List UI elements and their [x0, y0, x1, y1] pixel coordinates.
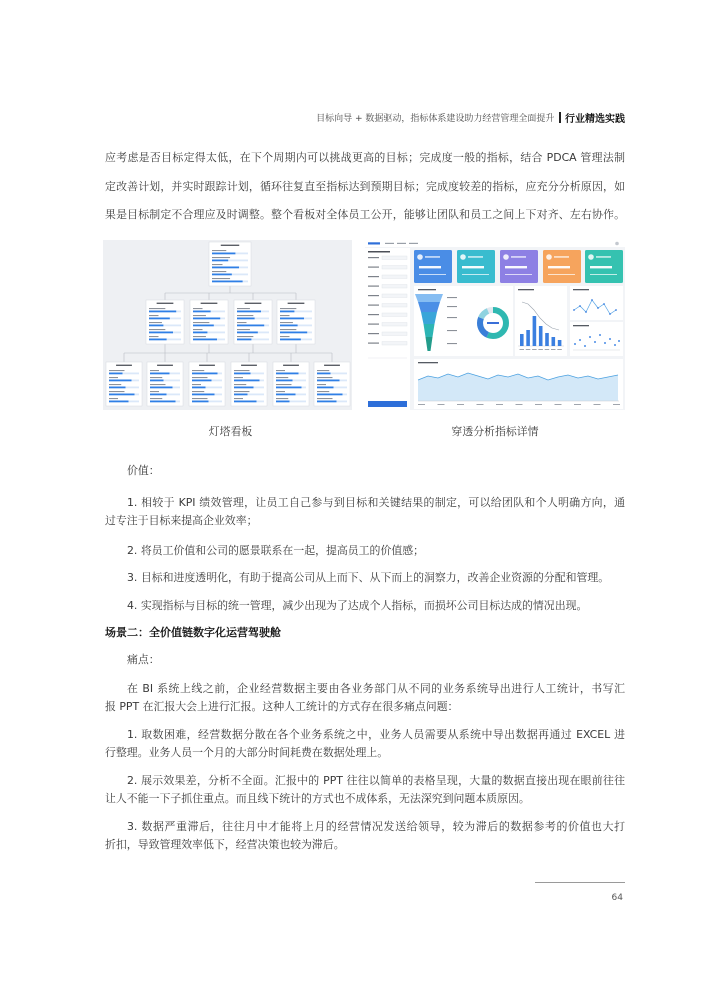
area-chart-panel: [414, 359, 623, 409]
filter-label-text: [368, 257, 379, 258]
progress-fill: [280, 318, 304, 320]
key-result-label: [150, 370, 159, 371]
key-result-label: [276, 377, 288, 378]
filter-label-text: [368, 286, 379, 287]
x-tick-label: [438, 404, 445, 405]
kpi-icon: [503, 254, 509, 260]
area-fill: [418, 373, 618, 401]
progress-fill: [149, 318, 170, 320]
node-title-text: [288, 303, 305, 304]
kpi-name-text: [468, 256, 483, 257]
progress-fill: [192, 401, 209, 403]
member-objective-card: [231, 362, 267, 406]
progress-fill: [212, 260, 228, 262]
trend-point: [585, 311, 587, 313]
progress-fill: [212, 274, 232, 276]
right-figure-caption: 穿透分析指标详情: [451, 425, 539, 438]
progress-fill: [317, 380, 340, 382]
bar: [533, 316, 537, 346]
funnel-stage-label: [447, 297, 457, 298]
left-figure-caption: 灯塔看板: [208, 425, 253, 438]
team-objective-card: [277, 300, 315, 344]
progress-fill: [192, 387, 206, 389]
kpi-value-text: [548, 266, 570, 268]
node-title-text: [199, 365, 215, 366]
kpi-icon: [546, 254, 552, 260]
intro-line: 应考虑是否目标定得太低，在下个周期内可以挑战更高的目标；完成度一般的指标，结合 PDCA 管理法制: [105, 151, 625, 164]
bar: [545, 333, 549, 346]
key-result-label: [149, 322, 162, 323]
funnel-donut-panel: [414, 286, 513, 356]
key-result-label: [150, 391, 159, 392]
progress-fill: [276, 380, 293, 382]
trend-point: [615, 309, 617, 311]
scatter-point: [618, 340, 620, 342]
kpi-name-text: [511, 256, 526, 257]
team-objective-card: [146, 300, 184, 344]
key-result-label: [192, 370, 204, 371]
progress-fill: [109, 401, 129, 403]
scenario-intro-line: 在 BI 系统上线之前，企业经营数据主要由各业务部门从不同的业务系统导出进行人工统计，书写汇: [127, 682, 625, 695]
key-result-label: [276, 370, 285, 371]
panel-title-text: [518, 289, 534, 290]
progress-fill: [150, 387, 173, 389]
filter-label-text: [368, 314, 379, 315]
x-tick-label: [545, 349, 550, 350]
kpi-card: [457, 250, 495, 283]
logo-mark: [368, 242, 380, 244]
intro-line: 定改善计划，并实时跟踪计划，循环往复直至指标达到预期目标；完成度较差的指标，应充分分析原因，如: [105, 180, 625, 193]
key-result-label: [237, 315, 253, 316]
kpi-value-text: [419, 266, 441, 268]
scenario-two-title: 场景二：全价值链数字化运营驾驶舱: [105, 626, 281, 639]
key-result-label: [212, 264, 223, 265]
key-result-label: [150, 398, 162, 399]
progress-fill: [192, 373, 218, 375]
progress-fill: [193, 311, 211, 313]
key-result-label: [234, 377, 243, 378]
trend-point: [609, 313, 611, 315]
intro-line: 果是目标制定不合理应及时调整。整个看板对全体员工公开，能够让团队和员工之间上下对齐、左右协作。: [105, 208, 625, 221]
progress-fill: [276, 394, 296, 396]
progress-fill: [234, 394, 248, 396]
filter-input-box: [382, 294, 407, 298]
pain-point-3-line: 折扣，导致管理效率低下，经营决策也较为滞后。: [105, 838, 345, 851]
progress-fill: [109, 373, 123, 375]
progress-fill: [149, 311, 176, 313]
kpi-card: [585, 250, 623, 283]
key-result-label: [109, 384, 121, 385]
page-number: 64: [611, 893, 623, 903]
x-tick-label: [594, 404, 601, 405]
bar-chart-panel: [515, 286, 567, 356]
progress-fill: [280, 311, 294, 313]
member-objective-card: [147, 362, 183, 406]
value-item-2: 2. 将员工价值和公司的愿景联系在一起，提高员工的价值感；: [127, 544, 425, 557]
key-result-label: [149, 336, 159, 337]
value-item-1-line: 过专注于目标来提高企业效率；: [105, 514, 258, 527]
filter-input-box: [382, 332, 407, 336]
x-tick-label: [516, 404, 523, 405]
key-result-label: [280, 322, 293, 323]
key-result-label: [234, 391, 249, 392]
okr-tree-diagram: [103, 240, 352, 410]
progress-fill: [193, 325, 214, 327]
key-result-label: [192, 377, 207, 378]
key-result-label: [193, 329, 203, 330]
progress-fill: [237, 332, 258, 334]
key-result-label: [317, 398, 332, 399]
trend-point: [603, 303, 605, 305]
filter-label-text: [368, 276, 379, 277]
progress-fill: [109, 394, 135, 396]
key-result-label: [149, 329, 165, 330]
x-tick-label: [613, 404, 620, 405]
scatter-point: [609, 338, 611, 340]
running-title: 目标向导 + 数据驱动，指标体系建设助力经营管理全面提升: [316, 113, 555, 124]
panel-title-text: [573, 289, 589, 290]
progress-fill: [317, 394, 343, 396]
team-objective-card: [190, 300, 228, 344]
progress-fill: [280, 332, 307, 334]
key-result-label: [276, 384, 291, 385]
trend-point: [597, 307, 599, 309]
key-result-label: [193, 322, 209, 323]
kpi-name-text: [596, 256, 611, 257]
progress-fill: [193, 332, 207, 334]
root-objective-card: [209, 242, 251, 286]
funnel-stage: [415, 294, 443, 302]
progress-fill: [317, 373, 331, 375]
node-title-text: [157, 303, 174, 304]
x-tick-label: [574, 404, 581, 405]
node-title-text: [324, 365, 340, 366]
progress-fill: [234, 387, 254, 389]
progress-fill: [237, 311, 261, 313]
x-tick-label: [526, 349, 531, 350]
key-result-label: [109, 398, 118, 399]
progress-fill: [212, 267, 239, 269]
progress-fill: [234, 373, 251, 375]
footer-rule: [535, 882, 625, 883]
value-item-1-line: 1. 相较于 KPI 绩效管理，让员工自己参与到目标和关键结果的制定，可以给团队和个人明确方向，通: [127, 496, 625, 509]
key-result-label: [212, 271, 226, 272]
kpi-icon: [417, 254, 423, 260]
progress-fill: [192, 380, 212, 382]
x-tick-label: [535, 404, 542, 405]
key-result-label: [149, 308, 165, 309]
key-result-label: [280, 315, 290, 316]
kpi-compare-text: [419, 274, 446, 275]
progress-fill: [150, 394, 167, 396]
progress-fill: [149, 332, 173, 334]
key-result-label: [276, 391, 285, 392]
key-result-label: [193, 315, 206, 316]
key-result-label: [276, 398, 288, 399]
kpi-name-text: [425, 256, 440, 257]
x-tick-label: [457, 404, 464, 405]
pain-point-2-line: 让人不能一下子抓住重点。而且线下统计的方式也不成体系，无法深究到问题本质原因。: [105, 792, 530, 805]
member-objective-card: [273, 362, 309, 406]
section-label: 行业精选实践: [565, 113, 625, 125]
funnel-stage: [421, 312, 437, 324]
node-title-text: [157, 365, 173, 366]
kpi-compare-text: [505, 274, 532, 275]
kpi-icon: [460, 254, 466, 260]
node-title-text: [221, 245, 239, 246]
dashboard-topbar: [365, 240, 625, 247]
kpi-value-text: [590, 266, 612, 268]
key-result-label: [192, 391, 204, 392]
funnel-stage-label: [447, 343, 457, 344]
node-title-text: [241, 365, 257, 366]
progress-fill: [237, 325, 264, 327]
progress-fill: [212, 281, 243, 283]
progress-fill: [212, 253, 235, 255]
topbar-menu-text: [397, 243, 406, 244]
key-result-label: [234, 384, 246, 385]
kpi-card: [543, 250, 581, 283]
member-objective-card: [314, 362, 350, 406]
sidebar-title-text: [368, 251, 390, 253]
member-objective-card: [189, 362, 225, 406]
filter-input-box: [382, 266, 407, 270]
topbar-menu-text: [409, 243, 418, 244]
scatter-point: [589, 336, 591, 338]
progress-fill: [192, 394, 215, 396]
filter-input-box: [382, 323, 407, 327]
filter-input-box: [382, 342, 407, 346]
panel-title-text: [418, 362, 438, 363]
x-tick-label: [496, 404, 503, 405]
progress-fill: [109, 380, 132, 382]
filter-label-text: [368, 343, 379, 344]
member-objective-card: [106, 362, 142, 406]
sidebar-query-button: [368, 401, 407, 407]
user-avatar-icon: [615, 242, 619, 246]
scatter-point: [594, 341, 596, 343]
key-result-label: [237, 308, 250, 309]
analysis-dashboard: [365, 240, 625, 410]
key-result-label: [234, 398, 243, 399]
bar: [520, 334, 524, 346]
funnel-stage: [418, 302, 440, 312]
progress-fill: [280, 325, 298, 327]
filter-label-text: [368, 295, 379, 296]
scatter-point: [599, 334, 601, 336]
scatter-point: [584, 345, 586, 347]
trend-point: [591, 299, 593, 301]
node-title-text: [283, 365, 299, 366]
key-result-label: [149, 315, 159, 316]
running-header: [316, 110, 625, 124]
progress-fill: [150, 380, 164, 382]
panel-background: [570, 286, 623, 320]
key-result-label: [192, 398, 207, 399]
topbar-menu-text: [385, 243, 394, 244]
funnel-stage-label: [447, 330, 457, 331]
progress-fill: [193, 339, 217, 341]
filter-label-text: [368, 333, 379, 334]
progress-fill: [276, 387, 302, 389]
kpi-card: [500, 250, 538, 283]
sidebar-background: [365, 248, 410, 410]
funnel-stage-label: [447, 317, 457, 318]
header-separator: [559, 112, 561, 123]
funnel-stage-label: [447, 306, 457, 307]
key-result-label: [109, 377, 118, 378]
key-result-label: [317, 377, 332, 378]
key-result-label: [212, 278, 230, 279]
filter-input-box: [382, 275, 407, 279]
donut-center-text: [487, 322, 499, 324]
key-result-label: [317, 370, 329, 371]
key-result-label: [280, 308, 296, 309]
progress-fill: [237, 339, 251, 341]
bar: [558, 340, 562, 346]
key-result-label: [237, 329, 250, 330]
filter-input-box: [382, 313, 407, 317]
node-title-text: [201, 303, 218, 304]
filter-input-box: [382, 285, 407, 289]
bar: [552, 337, 556, 346]
progress-fill: [280, 339, 301, 341]
x-tick-label: [477, 404, 484, 405]
bar: [539, 326, 543, 346]
team-objective-card: [234, 300, 272, 344]
drilldown-dashboard-image: [365, 240, 625, 410]
key-result-label: [280, 329, 296, 330]
key-result-label: [193, 336, 206, 337]
progress-fill: [317, 387, 334, 389]
x-tick-label: [538, 349, 543, 350]
progress-fill: [237, 318, 255, 320]
progress-fill: [234, 380, 260, 382]
trend-point: [579, 305, 581, 307]
filter-label-text: [368, 324, 379, 325]
node-title-text: [245, 303, 262, 304]
x-tick-label: [557, 349, 562, 350]
panel-title-text: [573, 325, 589, 326]
x-tick-label: [418, 404, 425, 405]
key-result-label: [109, 370, 124, 371]
key-result-label: [150, 377, 162, 378]
lighthouse-board-image: [103, 240, 352, 410]
value-item-3: 3. 目标和进度透明化，有助于提高公司从上而下、从下而上的洞察力，改善企业资源的分配和管理。: [127, 571, 610, 584]
scatter-point: [579, 339, 581, 341]
kpi-name-text: [554, 256, 569, 257]
progress-fill: [150, 373, 170, 375]
key-result-label: [192, 384, 201, 385]
key-result-label: [234, 370, 249, 371]
trend-point: [573, 309, 575, 311]
progress-fill: [276, 373, 299, 375]
kpi-compare-text: [548, 274, 575, 275]
key-result-label: [150, 384, 165, 385]
scenario-intro-line: 报 PPT 在汇报大会上进行汇报。这种人工统计的方式存在很多痛点问题：: [105, 700, 459, 713]
pain-point-3-line: 3. 数据严重滞后，往往月中才能将上月的经营情况发送给领导，较为滞后的数据参考的价值也大打: [127, 820, 625, 833]
kpi-card: [414, 250, 452, 283]
progress-fill: [234, 401, 257, 403]
pain-points-heading: 痛点：: [127, 653, 160, 666]
progress-fill: [193, 318, 220, 320]
progress-fill: [149, 339, 167, 341]
progress-fill: [149, 325, 163, 327]
value-heading: 价值：: [127, 464, 160, 477]
x-tick-label: [532, 349, 537, 350]
filter-label-text: [368, 267, 379, 268]
scatter-point: [574, 343, 576, 345]
kpi-value-text: [462, 266, 484, 268]
pain-point-2-line: 2. 展示效果差，分析不全面。汇报中的 PPT 往往以简单的表格呈现，大量的数据直接出现在眼前往往: [127, 774, 625, 787]
key-result-label: [109, 391, 124, 392]
key-result-label: [212, 257, 230, 258]
progress-fill: [276, 401, 290, 403]
progress-fill: [109, 387, 126, 389]
x-tick-label: [520, 349, 525, 350]
x-tick-label: [555, 404, 562, 405]
kpi-compare-text: [590, 274, 617, 275]
key-result-label: [212, 250, 226, 251]
key-result-label: [317, 391, 329, 392]
filter-input-box: [382, 304, 407, 308]
pain-point-1-line: 行整理。业务人员一个月的大部分时间耗费在数据处理上。: [105, 746, 389, 759]
progress-fill: [150, 401, 176, 403]
kpi-compare-text: [462, 274, 489, 275]
x-tick-label: [551, 349, 556, 350]
key-result-label: [317, 384, 326, 385]
kpi-value-text: [505, 266, 527, 268]
node-title-text: [116, 365, 132, 366]
panel-background: [570, 322, 623, 356]
bar: [526, 330, 530, 346]
filter-label-text: [368, 305, 379, 306]
pain-point-1-line: 1. 取数困难，经营数据分散在各个业务系统之中，业务人员需要从系统中导出数据再通过 EXCEL 进: [127, 728, 625, 741]
kpi-icon: [588, 254, 594, 260]
progress-fill: [317, 401, 337, 403]
key-result-label: [193, 308, 203, 309]
panel-title-text: [418, 289, 436, 290]
filter-input-box: [382, 256, 407, 260]
value-item-4: 4. 实现指标与目标的统一管理，减少出现为了达成个人指标，而损坏公司目标达成的情况出现。: [127, 599, 588, 612]
scatter-point: [604, 342, 606, 344]
scatter-point: [614, 344, 616, 346]
dashboard-sidebar: [365, 248, 410, 410]
key-result-label: [237, 322, 247, 323]
key-result-label: [237, 336, 253, 337]
key-result-label: [280, 336, 290, 337]
